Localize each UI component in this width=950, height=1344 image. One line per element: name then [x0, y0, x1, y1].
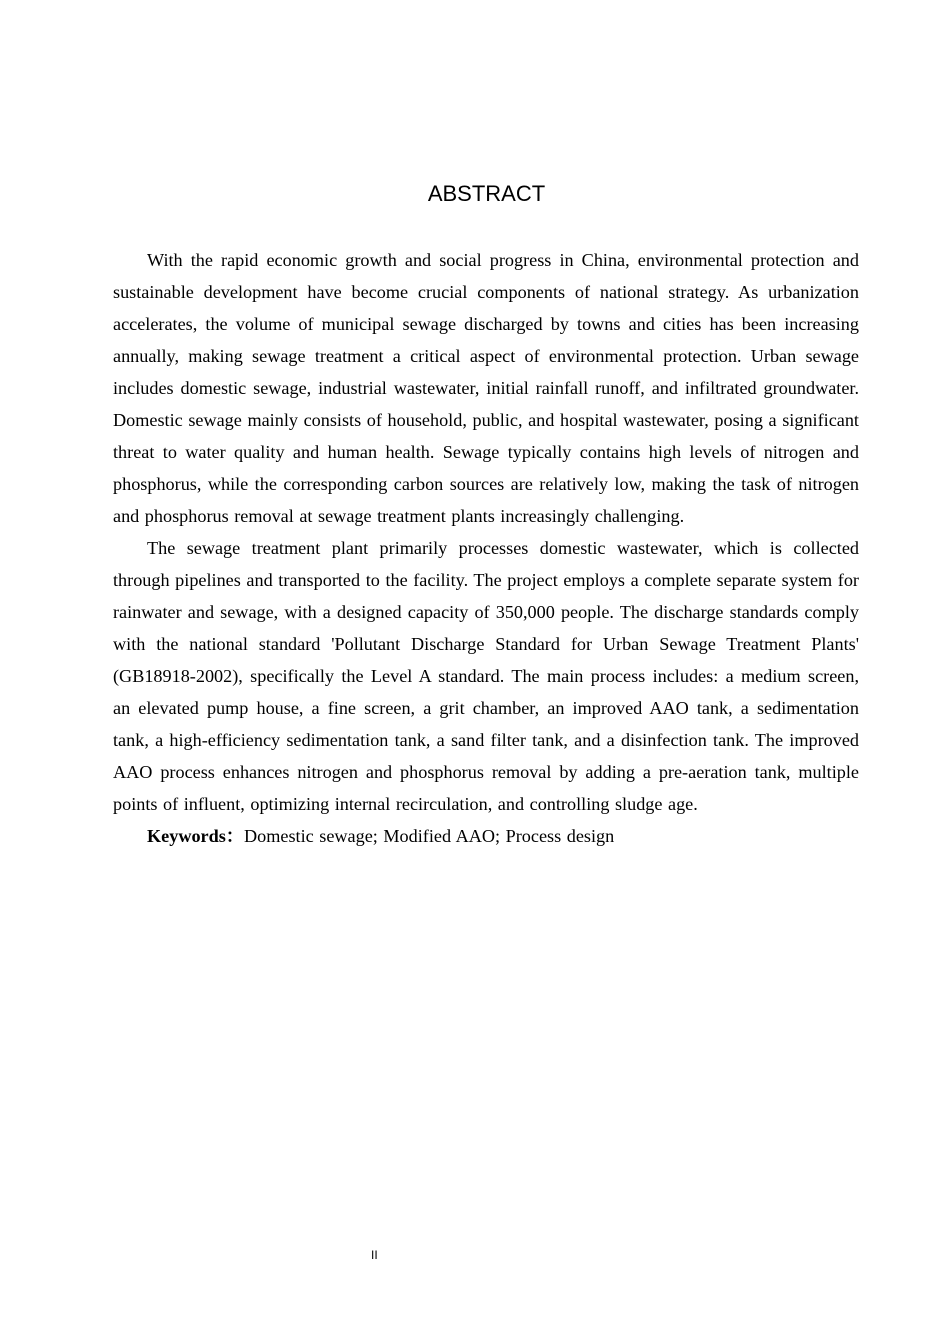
- keywords-text: Domestic sewage; Modified AAO; Process design: [244, 826, 615, 846]
- page-title: ABSTRACT: [427, 181, 546, 206]
- abstract-paragraph-2: The sewage treatment plant primarily processes domestic wastewater, which is collected through pipelines and transported to the facility. The project employs a complete separate system for rainwater and sewage, with a designed capacity of 350,000 people. The discharge standards comply with the national standard 'Pollutant Discharge Standard for Urban Sewage Treatment Plants' (GB18918-2002), specifically the Level A standard. The main process includes: a medium screen, an elevated pump house, a fine screen, a grit chamber, an improved AAO tank, a sedimentation tank, a high-efficiency sedimentation tank, a sand filter tank, and a disinfection tank. The improved AAO process enhances nitrogen and phosphorus removal by adding a pre-aeration tank, multiple points of influent, optimizing internal recirculation, and controlling sludge age.: [113, 538, 859, 814]
- keywords-label: Keywords：: [147, 826, 244, 846]
- page-number: II: [371, 1248, 378, 1262]
- abstract-body: [113, 244, 859, 852]
- keywords-line: [113, 820, 859, 852]
- abstract-paragraph-1: With the rapid economic growth and social progress in China, environmental protection and sustainable development have become crucial components of national strategy. As urbanization accelerates, the volume of municipal sewage discharged by towns and cities has been increasing annually, making sewage treatment a critical aspect of environmental protection. Urban sewage includes domestic sewage, industrial wastewater, initial rainfall runoff, and infiltrated groundwater. Domestic sewage mainly consists of household, public, and hospital wastewater, posing a significant threat to water quality and human health. Sewage typically contains high levels of nitrogen and phosphorus, while the corresponding carbon sources are relatively low, making the task of nitrogen and phosphorus removal at sewage treatment plants increasingly challenging.: [113, 250, 859, 526]
